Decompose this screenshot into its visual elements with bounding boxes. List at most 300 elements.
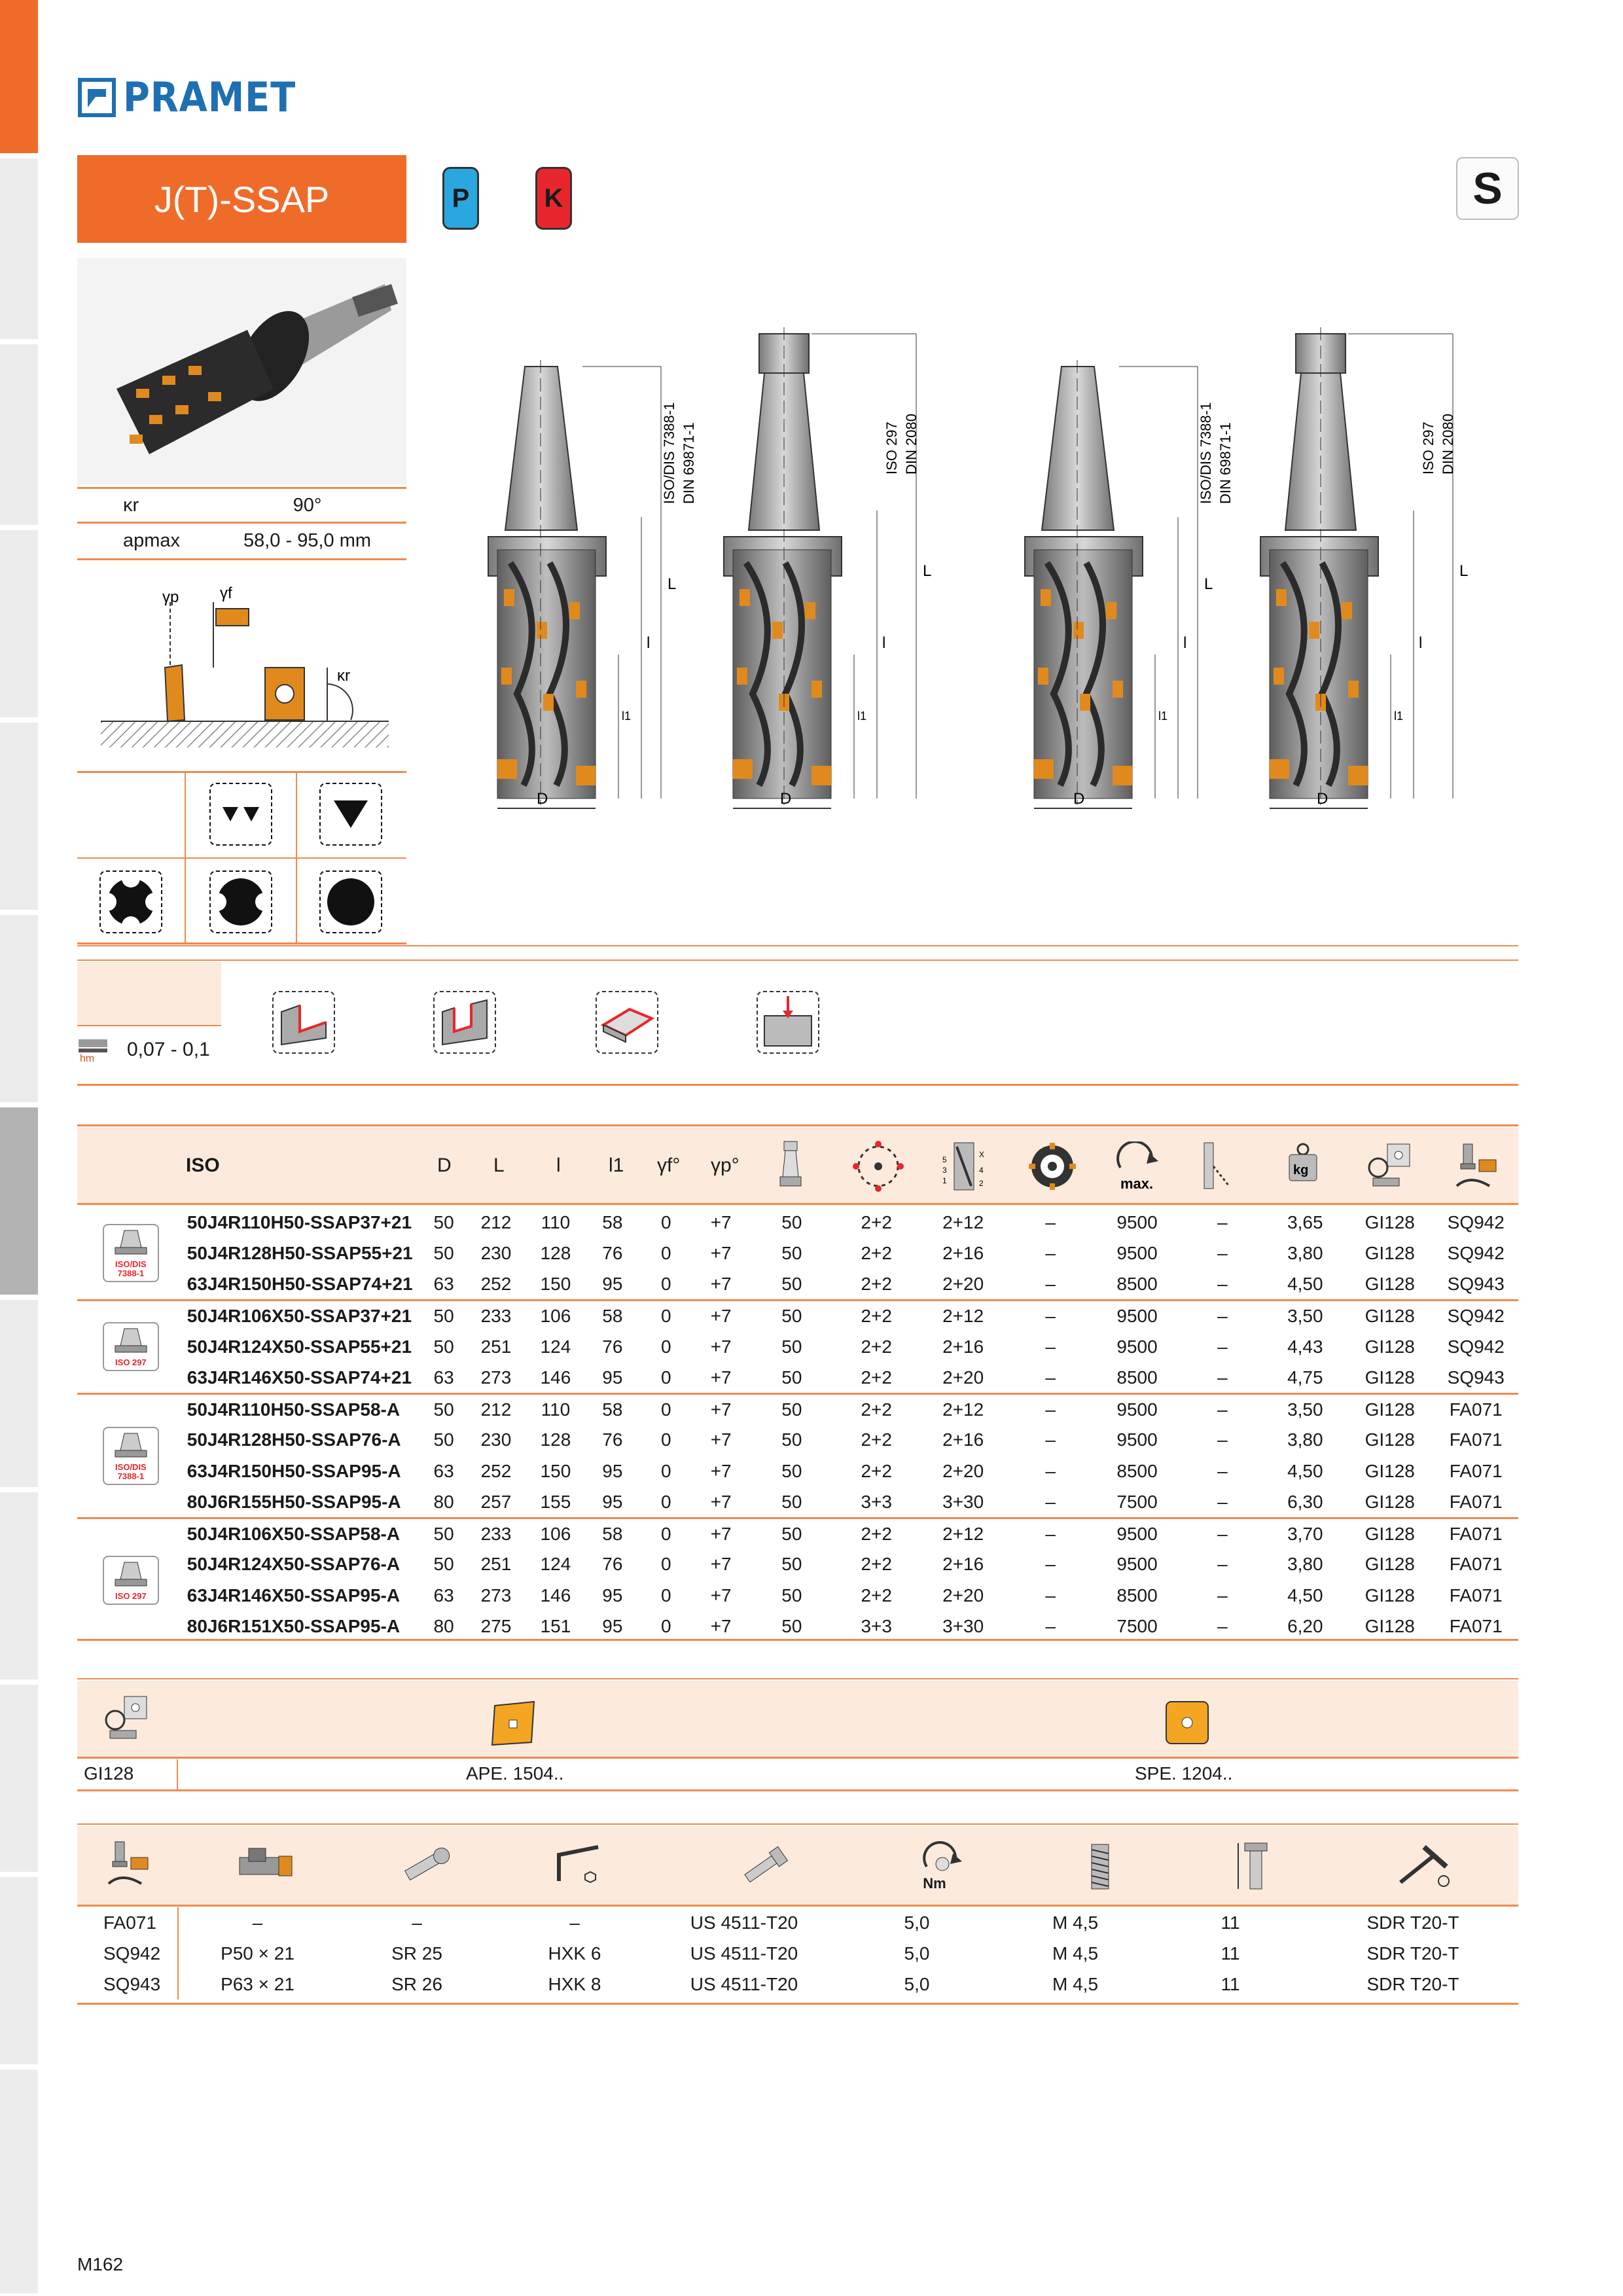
gp-label: γp [162, 588, 179, 606]
table-cell: 2+2 [861, 1585, 892, 1605]
table-cell: GI128 [1364, 1367, 1415, 1388]
table-cell: – [1217, 1429, 1228, 1450]
table-cell: 3,80 [1287, 1429, 1323, 1450]
kr-diagram-label: κr [337, 667, 350, 685]
table-cell: GI128 [1364, 1585, 1415, 1605]
table-cell: 50 [781, 1585, 802, 1605]
torque-block [916, 1840, 969, 1892]
table-cell: FA071 [1433, 1518, 1518, 1549]
product-code: 50J4R124X50-SSAP76-A [187, 1554, 401, 1575]
table-cell: 95 [602, 1616, 623, 1637]
table-cell: 2+2 [861, 1460, 892, 1481]
table-cell: – [1181, 1300, 1264, 1332]
table-cell: 76 [602, 1336, 623, 1357]
table-cell: 4,50 [1287, 1585, 1323, 1605]
table-cell: 124 [540, 1554, 571, 1575]
parts-cell: HXK 8 [548, 1973, 601, 1994]
d-label-3: D [1073, 790, 1085, 808]
table-cell: GI128 [1364, 1211, 1415, 1232]
din-label-4: DIN 2080 [1440, 414, 1456, 475]
slot-milling-icon [433, 991, 496, 1054]
product-photo [77, 258, 406, 484]
parts-row [77, 1907, 1518, 1938]
table-cell: – [1217, 1460, 1228, 1481]
ape-insert-icon [488, 1699, 538, 1749]
table-cell: – [1045, 1243, 1056, 1264]
L-label-4: L [1459, 562, 1469, 580]
table-cell: 7500 [1116, 1616, 1158, 1637]
table-cell: 0 [660, 1211, 671, 1232]
table-cell: – [1045, 1616, 1056, 1637]
table-cell: 2+2 [834, 1518, 919, 1549]
l-label-1: l [647, 634, 651, 652]
parts-cell: – [412, 1912, 422, 1933]
ap-value: 58,0 - 95,0 mm [243, 530, 372, 551]
table-cell: +7 [710, 1616, 732, 1637]
table-cell: 273 [480, 1585, 512, 1605]
table-cell: 4,50 [1287, 1460, 1323, 1481]
table-cell: 9500 [1094, 1518, 1181, 1549]
table-cell: 0 [660, 1554, 671, 1575]
table-cell: 2+16 [942, 1336, 984, 1357]
table-cell: FA071 [1449, 1554, 1503, 1575]
page-title: J(T)-SSAP [77, 155, 406, 243]
table-cell: 8500 [1116, 1367, 1158, 1388]
parts-cell: – [252, 1912, 263, 1933]
table-row [77, 1518, 1518, 1549]
din-label-3: DIN 69871-1 [1217, 422, 1234, 504]
iso-label-4: ISO 297 [1420, 422, 1436, 475]
table-cell: 63 [433, 1460, 454, 1481]
table-cell: – [1217, 1274, 1228, 1294]
table-cell: 3,80 [1287, 1554, 1323, 1575]
product-code: 50J4R106X50-SSAP37+21 [185, 1300, 421, 1332]
table-cell: 2+2 [861, 1367, 892, 1388]
table-cell: 80 [433, 1616, 454, 1637]
side-tab [0, 723, 38, 912]
taper-size-icon [779, 1140, 802, 1190]
side-tab [0, 158, 38, 342]
table-cell: – [1217, 1491, 1228, 1512]
table-cell: 146 [540, 1367, 571, 1388]
l-label-2: l [882, 634, 886, 652]
table-cell: +7 [692, 1393, 749, 1425]
table-cell: – [1217, 1554, 1228, 1575]
table-cell: GI128 [1364, 1616, 1415, 1637]
parts-cell: SDR T20-T [1366, 1973, 1459, 1994]
l1-label-4: l1 [1394, 709, 1404, 723]
table-cell: 2+16 [942, 1243, 984, 1264]
kr-value: 90° [293, 494, 322, 516]
table-cell: 3,65 [1287, 1211, 1323, 1232]
table-cell: 3+30 [942, 1616, 984, 1637]
table-cell: 50 [781, 1616, 802, 1637]
table-cell: 3+3 [861, 1491, 892, 1512]
full-circle-icon [319, 870, 382, 933]
side-tab [0, 2070, 38, 2296]
table-cell: 63 [433, 1367, 454, 1388]
parts-cell: 5,0 [904, 1943, 930, 1964]
product-table [77, 1207, 1518, 1642]
parts-cell: 11 [1221, 1973, 1240, 1994]
clamping-badge [77, 1518, 185, 1642]
table-cell: 2+2 [834, 1300, 919, 1332]
table-cell: +7 [692, 1518, 749, 1549]
product-code: 63J4R146X50-SSAP95-A [187, 1585, 401, 1605]
table-cell: – [1181, 1393, 1264, 1425]
table-cell: +7 [710, 1585, 732, 1605]
table-cell: 2+2 [861, 1554, 892, 1575]
table-cell: 0 [660, 1491, 671, 1512]
ap-row [77, 524, 406, 560]
table-cell: – [1045, 1460, 1056, 1481]
parts-row [77, 1969, 1518, 2000]
side-tab-section [0, 1107, 38, 1297]
cross-cut-icon [99, 870, 162, 933]
table-cell: 124 [540, 1336, 571, 1357]
side-tab [0, 1685, 38, 1874]
table-cell: 3,70 [1264, 1518, 1346, 1549]
screw-length-icon [1234, 1840, 1274, 1892]
side-tab-active [0, 0, 38, 156]
clamping-standard-label: ISO 297 [115, 1591, 147, 1602]
table-cell: FA071 [1449, 1460, 1503, 1481]
table-cell: – [1045, 1585, 1056, 1605]
spe-insert-icon [1162, 1698, 1212, 1748]
nm-label: Nm [923, 1875, 946, 1892]
L-label-2: L [923, 562, 932, 580]
chip-form-double-icon [209, 783, 272, 846]
feed-row [77, 1037, 210, 1063]
table-cell: 50 [781, 1274, 802, 1294]
product-code: 50J4R110H50-SSAP58-A [185, 1393, 421, 1425]
table-cell: 150 [540, 1274, 571, 1294]
svg-text:X: X [979, 1150, 985, 1159]
shoulder-milling-icon [272, 991, 335, 1054]
table-cell: 151 [540, 1616, 571, 1637]
table-cell: 275 [480, 1616, 512, 1637]
table-cell: GI128 [1346, 1300, 1433, 1332]
side-tab [0, 1492, 38, 1682]
parts-row [77, 1938, 1518, 1969]
table-cell: – [1217, 1367, 1228, 1388]
table-cell: 50 [421, 1300, 467, 1332]
table-cell: +7 [710, 1211, 732, 1232]
table-cell: +7 [710, 1491, 732, 1512]
table-cell: 233 [466, 1518, 526, 1549]
holder-taper-icon [111, 1431, 151, 1458]
parts-code: SQ943 [77, 1969, 178, 2000]
l-label-3: l [1183, 634, 1187, 652]
table-cell: 110 [526, 1393, 585, 1425]
table-cell: 58 [585, 1300, 639, 1332]
table-cell: 63 [433, 1274, 454, 1294]
svg-text:2: 2 [979, 1179, 984, 1188]
header-iso: ISO [186, 1155, 220, 1176]
table-cell: 2+2 [834, 1393, 919, 1425]
iso-label-1: ISO/DIS 7388-1 [661, 402, 677, 504]
table-cell: 128 [540, 1429, 571, 1450]
parts-cell: M 4,5 [1052, 1973, 1099, 1994]
product-code: 50J4R110H50-SSAP37+21 [187, 1211, 412, 1232]
table-cell: 95 [602, 1491, 623, 1512]
header-L: L [493, 1155, 505, 1176]
table-cell: 128 [540, 1243, 571, 1264]
table-cell: 50 [433, 1554, 454, 1575]
table-cell: 95 [602, 1460, 623, 1481]
table-cell: 0 [639, 1518, 692, 1549]
l1-label-1: l1 [622, 709, 632, 723]
table-cell: 50 [421, 1393, 467, 1425]
table-cell: 0 [660, 1367, 671, 1388]
svg-text:1: 1 [942, 1176, 947, 1185]
table-cell: 3,50 [1264, 1393, 1346, 1425]
table-cell: 0 [660, 1460, 671, 1481]
table-cell: – [1181, 1518, 1264, 1549]
table-row [77, 1331, 1518, 1363]
insert-kit-section-icon [102, 1693, 154, 1745]
table-cell: 106 [526, 1518, 585, 1549]
table-cell: 58 [585, 1393, 639, 1425]
table-cell: FA071 [1433, 1393, 1518, 1425]
table-cell: 95 [602, 1585, 623, 1605]
table-cell: 50 [433, 1243, 454, 1264]
table-cell: 95 [602, 1367, 623, 1388]
table-row [77, 1487, 1518, 1518]
table-cell: 0 [660, 1585, 671, 1605]
table-cell: SQ942 [1433, 1300, 1518, 1332]
table-cell: 9500 [1094, 1393, 1181, 1425]
table-cell: 58 [602, 1211, 623, 1232]
table-cell: 4,50 [1287, 1274, 1323, 1294]
table-cell: 2+12 [919, 1518, 1007, 1549]
parts-cell: M 4,5 [1052, 1912, 1099, 1933]
table-cell: 2+20 [942, 1460, 984, 1481]
table-cell: 50 [781, 1429, 802, 1450]
feed-header-bg [77, 962, 221, 1025]
table-cell: GI128 [1346, 1518, 1433, 1549]
parts-code: FA071 [77, 1907, 178, 1938]
table-cell: FA071 [1449, 1429, 1503, 1450]
max-label: max. [1120, 1175, 1154, 1191]
half-cut-icon [209, 870, 272, 933]
product-code: 50J4R106X50-SSAP58-A [185, 1518, 421, 1549]
table-cell: 2+12 [919, 1300, 1007, 1332]
d-label-2: D [780, 790, 792, 808]
product-code: 50J4R128H50-SSAP55+21 [187, 1243, 413, 1264]
table-cell: – [1045, 1274, 1056, 1294]
table-cell: 50 [433, 1429, 454, 1450]
table-row [77, 1611, 1518, 1643]
side-tab [0, 1300, 38, 1490]
table-cell: GI128 [1364, 1243, 1415, 1264]
table-cell: +7 [710, 1460, 732, 1481]
plunge-milling-icon [757, 991, 819, 1054]
l1-label-3: l1 [1158, 709, 1168, 723]
angle-diagram [92, 576, 399, 766]
clamp-screw-icon [398, 1844, 457, 1884]
insert-kit-icon [1365, 1140, 1418, 1193]
parts-code: SQ942 [77, 1938, 178, 1969]
table-cell: FA071 [1449, 1585, 1503, 1605]
clamping-badge [77, 1393, 185, 1518]
table-cell: 212 [480, 1211, 512, 1232]
table-cell: 0 [639, 1300, 692, 1332]
effective-teeth-icon [940, 1140, 992, 1193]
header-d: D [437, 1155, 452, 1176]
table-cell: – [1045, 1211, 1056, 1232]
table-cell: 7500 [1116, 1491, 1158, 1512]
table-cell: 3+30 [942, 1491, 984, 1512]
table-cell: – [1045, 1554, 1056, 1575]
table-row [77, 1207, 1518, 1238]
table-cell: +7 [710, 1554, 732, 1575]
header-gf: γf° [657, 1155, 681, 1176]
torx-key-icon [1394, 1843, 1453, 1889]
table-cell: – [1007, 1300, 1093, 1332]
pramet-logo-icon [77, 77, 116, 118]
table-cell: 50 [421, 1518, 467, 1549]
product-code: 80J6R155H50-SSAP95-A [187, 1491, 401, 1512]
table-cell: 9500 [1116, 1429, 1158, 1450]
table-cell: +7 [692, 1300, 749, 1332]
tool-drawing-set [458, 314, 1505, 831]
parts-cell: P63 × 21 [221, 1973, 294, 1994]
side-tab [0, 530, 38, 720]
table-cell: 2+20 [942, 1585, 984, 1605]
table-cell: 2+2 [861, 1336, 892, 1357]
table-cell: 95 [602, 1274, 623, 1294]
insert-count-icon [852, 1140, 904, 1193]
table-cell: 4,43 [1287, 1336, 1323, 1357]
table-cell: 150 [540, 1460, 571, 1481]
table-cell: 58 [585, 1518, 639, 1549]
clamping-standard-label: ISO/DIS 7388-1 [115, 1462, 147, 1481]
holder-taper-icon [111, 1560, 151, 1587]
table-cell: 9500 [1116, 1211, 1158, 1232]
product-code: 50J4R128H50-SSAP76-A [187, 1429, 401, 1450]
table-cell: 230 [480, 1429, 512, 1450]
table-row [77, 1393, 1518, 1425]
table-row [77, 1456, 1518, 1487]
hex-key-icon [552, 1842, 605, 1890]
table-cell: 63 [433, 1585, 454, 1605]
table-cell: +7 [710, 1274, 732, 1294]
chip-form-single-icon [319, 783, 382, 846]
kr-label: κr [123, 494, 139, 516]
parts-kit-icon [102, 1838, 154, 1890]
table-cell: – [1045, 1336, 1056, 1357]
table-cell: 50 [749, 1518, 834, 1549]
parts-cell: US 4511-T20 [690, 1912, 798, 1933]
table-cell: 2+2 [861, 1429, 892, 1450]
side-tab [0, 344, 38, 528]
table-cell: GI128 [1364, 1460, 1415, 1481]
table-cell: 106 [526, 1300, 585, 1332]
table-cell: 110 [541, 1211, 571, 1232]
insert-header [77, 1681, 1518, 1757]
table-cell: 50 [781, 1491, 802, 1512]
technical-drawings [458, 314, 1505, 831]
parts-table [77, 1907, 1518, 2000]
side-tab [0, 915, 38, 1105]
d-label-4: D [1317, 790, 1329, 808]
parts-cell: SDR T20-T [1366, 1943, 1459, 1964]
header-gp: γp° [711, 1155, 740, 1176]
table-cell: 0 [660, 1243, 671, 1264]
table-row [77, 1580, 1518, 1611]
table-cell: GI128 [1346, 1393, 1433, 1425]
table-cell: 6,20 [1287, 1616, 1323, 1637]
table-cell: 233 [466, 1300, 526, 1332]
parts-cell: HXK 6 [548, 1943, 601, 1964]
product-code: 63J4R150H50-SSAP74+21 [187, 1274, 413, 1294]
holder-taper-icon [111, 1228, 151, 1255]
thread-icon [1084, 1842, 1116, 1892]
table-cell: 50 [781, 1460, 802, 1481]
table-cell: 2+20 [942, 1367, 984, 1388]
table-row [77, 1425, 1518, 1456]
table-cell: 8500 [1116, 1274, 1158, 1294]
table-cell: 252 [480, 1460, 512, 1481]
table-cell: GI128 [1364, 1274, 1415, 1294]
table-cell: 0 [660, 1616, 671, 1637]
table-cell: 3+3 [861, 1616, 892, 1637]
product-code: 80J6R151X50-SSAP95-A [187, 1616, 401, 1637]
material-badge-p: P [442, 167, 479, 230]
category-badge: S [1456, 157, 1519, 220]
table-cell: – [1045, 1429, 1056, 1450]
table-cell: – [1045, 1367, 1056, 1388]
parts-cell: 5,0 [904, 1973, 930, 1994]
parts-cell: SR 26 [391, 1973, 442, 1994]
table-cell: FA071 [1449, 1616, 1503, 1637]
din-label-1: DIN 69871-1 [681, 422, 697, 504]
table-cell: – [1217, 1616, 1228, 1637]
parts-cell: US 4511-T20 [690, 1973, 798, 1994]
table-cell: 9500 [1094, 1300, 1181, 1332]
table-cell: – [1007, 1393, 1093, 1425]
table-cell: 2+16 [942, 1554, 984, 1575]
table-cell: 0 [660, 1336, 671, 1357]
table-cell: GI128 [1364, 1429, 1415, 1450]
table-row [77, 1300, 1518, 1332]
parts-cell: 11 [1221, 1912, 1240, 1933]
table-cell: 251 [480, 1554, 512, 1575]
hm-label: hm [80, 1053, 95, 1063]
spare-parts-icon [1450, 1140, 1503, 1193]
table-cell: GI128 [1364, 1336, 1415, 1357]
ap-label: apmax [123, 530, 181, 551]
product-code: 50J4R124X50-SSAP55+21 [187, 1336, 412, 1357]
insert-ape: APE. 1504.. [466, 1763, 564, 1784]
svg-text:3: 3 [942, 1166, 947, 1175]
table-cell: 212 [466, 1393, 526, 1425]
table-row [77, 1238, 1518, 1270]
table-cell: 155 [540, 1491, 571, 1512]
product-code: 63J4R150H50-SSAP95-A [187, 1460, 401, 1481]
max-rpm-icon [1113, 1141, 1165, 1191]
page-number: M162 [77, 2254, 124, 2274]
wedge-clamp-icon [236, 1844, 294, 1884]
table-cell: 50 [781, 1367, 802, 1388]
product-code: 63J4R146X50-SSAP74+21 [187, 1367, 412, 1388]
table-cell: 80 [433, 1491, 454, 1512]
table-cell: – [1217, 1243, 1228, 1264]
table-cell: 252 [480, 1274, 512, 1294]
insert-screw-icon [736, 1844, 794, 1888]
table-cell: – [1217, 1585, 1228, 1605]
